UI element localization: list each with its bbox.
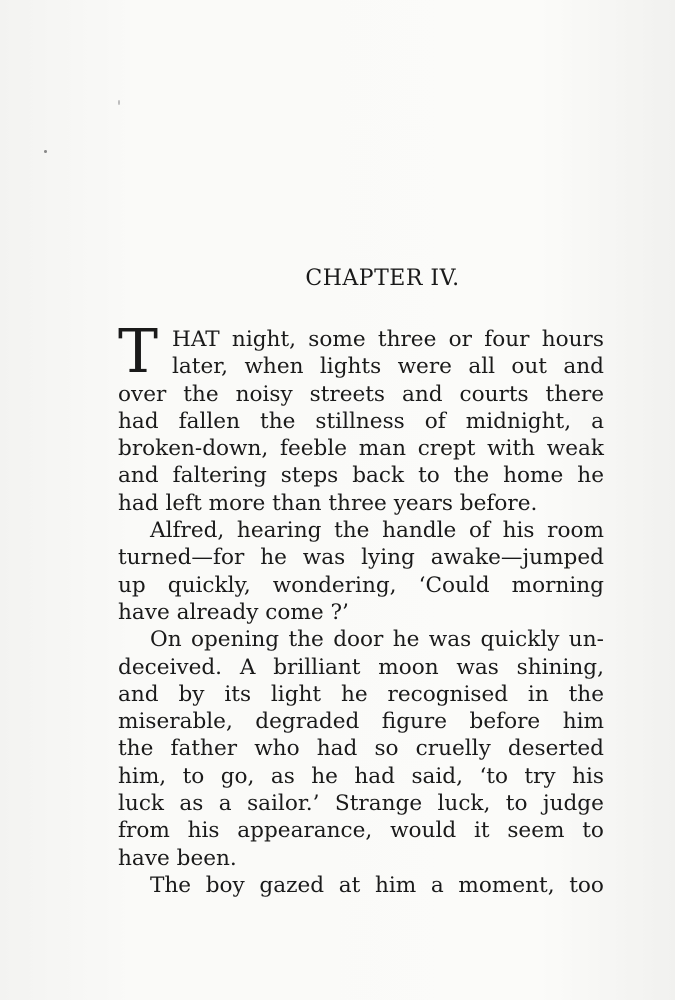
word: there: [545, 381, 604, 407]
word: fallen: [178, 408, 240, 434]
word: of: [468, 518, 490, 544]
word: figure: [381, 709, 448, 735]
word: he: [340, 681, 368, 707]
word: the: [260, 408, 296, 434]
word: noisy: [235, 381, 293, 407]
word: moment,: [458, 872, 555, 898]
chapter-heading-text: CHAPTER IV.: [305, 266, 460, 291]
word: had: [316, 736, 358, 762]
word: before: [469, 709, 541, 735]
word: his: [502, 518, 535, 544]
word: back: [352, 463, 405, 489]
text-line: [118, 353, 604, 380]
word: it: [473, 818, 490, 844]
text-line: [118, 326, 604, 353]
word: shining,: [516, 654, 604, 680]
word: wondering,: [272, 572, 397, 598]
text-line: have already come ?’: [118, 599, 349, 625]
word: some: [308, 327, 366, 352]
text-line: [118, 572, 604, 599]
text-line: [118, 763, 604, 790]
word: at: [338, 872, 361, 898]
word: miserable,: [118, 709, 233, 735]
text-line: [118, 681, 604, 708]
word: had: [118, 408, 159, 434]
word: luck,: [437, 791, 491, 817]
word: four: [484, 327, 530, 352]
word: ‘to: [479, 763, 508, 789]
word: night,: [231, 327, 297, 352]
word: un-: [568, 627, 604, 653]
page-speck: [118, 100, 120, 105]
word: luck: [118, 791, 164, 817]
text-line: [118, 735, 604, 762]
word: when: [244, 354, 304, 380]
word: hearing: [236, 518, 322, 544]
word: over: [118, 381, 167, 407]
word: to: [582, 818, 604, 844]
word: later,: [172, 354, 229, 380]
word: man: [358, 436, 406, 462]
word: ‘Could: [418, 572, 490, 598]
word: handle: [382, 518, 457, 544]
word: recognised: [387, 681, 509, 707]
text-line: [118, 517, 604, 544]
text-line: [118, 790, 604, 817]
chapter-body: [118, 317, 604, 899]
word: gazed: [259, 872, 325, 898]
word: faltering: [172, 463, 267, 489]
word: lying: [361, 545, 415, 571]
word: A: [239, 654, 256, 680]
chapter-heading: [0, 266, 675, 291]
text-line: [118, 817, 604, 844]
word: the: [288, 627, 324, 653]
word: quickly,: [167, 572, 251, 598]
word: by: [178, 681, 205, 707]
word: home: [503, 463, 564, 489]
word: light: [270, 681, 322, 707]
word: degraded: [255, 709, 360, 735]
word: was: [302, 545, 346, 571]
word: his: [187, 818, 220, 844]
word: the: [334, 518, 370, 544]
text-line: [118, 462, 604, 489]
word: a: [430, 872, 444, 898]
word: deserted: [507, 736, 604, 762]
word: to: [182, 763, 205, 789]
word: he: [392, 627, 420, 653]
word: were: [397, 354, 452, 380]
word: and: [563, 354, 604, 380]
text-line: [118, 381, 604, 408]
word: boy: [205, 872, 245, 898]
word: the: [568, 681, 604, 707]
word: him,: [118, 763, 167, 789]
word: morning: [511, 572, 604, 598]
word: him: [562, 709, 604, 735]
word: awake—jumped: [430, 545, 604, 571]
word: would: [390, 818, 457, 844]
word: the: [183, 381, 219, 407]
word: of: [424, 408, 446, 434]
drop-cap: T: [118, 317, 159, 387]
word: as: [270, 763, 295, 789]
word: lights: [319, 354, 382, 380]
word: streets: [309, 381, 386, 407]
text-line: [118, 708, 604, 735]
word: up: [118, 572, 146, 598]
word: sailor.’: [247, 791, 320, 817]
word: he: [577, 463, 604, 489]
word: try: [524, 763, 556, 789]
word: a: [218, 791, 232, 817]
word: quickly: [480, 627, 560, 653]
word: courts: [459, 381, 529, 407]
word: had: [354, 763, 395, 789]
text-line: have been.: [118, 845, 237, 871]
text-line: [118, 408, 604, 435]
word: as: [179, 791, 204, 817]
paragraph: [118, 626, 604, 872]
word: turned—for: [118, 545, 245, 571]
word: the: [453, 463, 490, 489]
word: crept: [417, 436, 476, 462]
word: room: [547, 518, 604, 544]
word: weak: [546, 436, 604, 462]
word: deceived.: [118, 654, 223, 680]
word: out: [511, 354, 547, 380]
word: go,: [220, 763, 255, 789]
word: brilliant: [273, 654, 361, 680]
text-line: [118, 435, 604, 462]
text-line: [118, 626, 604, 653]
word: midnight,: [465, 408, 572, 434]
text-line: [118, 654, 604, 681]
word: to: [418, 463, 440, 489]
word: the: [118, 736, 154, 762]
word: broken-down,: [118, 436, 269, 462]
word: opening: [190, 627, 280, 653]
page-speck: [44, 150, 47, 153]
word: The: [150, 872, 192, 898]
word: appearance,: [237, 818, 373, 844]
word: his: [572, 763, 604, 789]
word: seem: [507, 818, 565, 844]
word: Alfred,: [150, 518, 225, 544]
word: stillness: [315, 408, 405, 434]
text-line: [118, 544, 604, 571]
word: and: [401, 381, 443, 407]
word: a: [591, 408, 604, 434]
word: moon: [378, 654, 439, 680]
word: feeble: [279, 436, 348, 462]
word: and: [118, 681, 159, 707]
word: was: [456, 654, 499, 680]
word: door: [333, 627, 384, 653]
word: said,: [411, 763, 463, 789]
word: him: [374, 872, 417, 898]
word: and: [118, 463, 159, 489]
word: its: [224, 681, 252, 707]
text-line: [118, 872, 604, 899]
word: too: [569, 872, 604, 898]
word: Strange: [334, 791, 423, 817]
word: to: [505, 791, 528, 817]
word: judge: [542, 791, 604, 817]
word: with: [487, 436, 536, 462]
text-line: had left more than three years before.: [118, 490, 538, 516]
word: who: [254, 736, 300, 762]
paragraph: [118, 517, 604, 626]
paragraph: [118, 872, 604, 899]
word: or: [448, 327, 472, 352]
word: steps: [280, 463, 339, 489]
word: On: [150, 627, 182, 653]
paragraph: [118, 317, 604, 517]
word: he: [260, 545, 287, 571]
word: so: [374, 736, 399, 762]
word: father: [170, 736, 238, 762]
word: cruelly: [415, 736, 491, 762]
word: all: [468, 354, 496, 380]
word: was: [428, 627, 472, 653]
word: three: [377, 327, 437, 352]
word: from: [118, 818, 170, 844]
word: hours: [541, 327, 604, 352]
word: HAT: [172, 327, 220, 352]
word: in: [527, 681, 549, 707]
word: he: [311, 763, 338, 789]
